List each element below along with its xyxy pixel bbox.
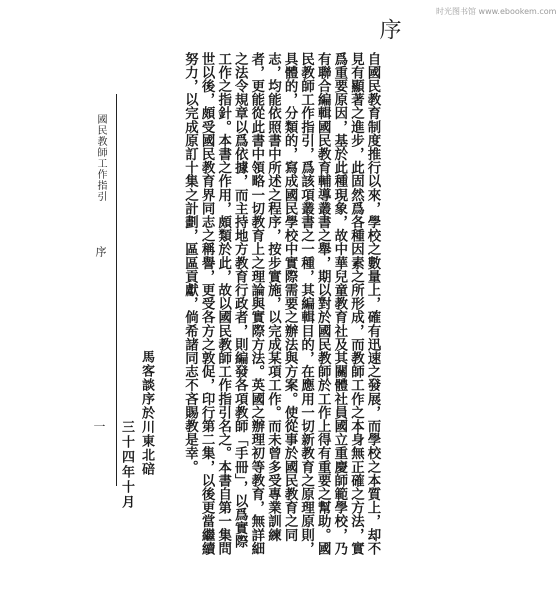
running-book-title: 國民教師工作指引 xyxy=(95,114,106,202)
page-number: 一 xyxy=(92,420,106,432)
running-section-label: 序 xyxy=(94,246,107,257)
preface-date: 三十四年十月 xyxy=(119,420,134,510)
watermark: 时光图书馆 www.ebookem.com xyxy=(436,7,556,16)
preface-body-text: 自國民教育制度推行以來，學校之數量上，確有迅速之發展，而學校之本質上，却不見有顯著之進步，此固然爲各種因素之所形成，而教師工作之本身無正確之方法，實爲重要原因，基於此種現象，故中華兒童教育社及其關體社員國立重慶師範學校，乃有聯合編輯國民教育輔導叢書之舉，期以對於國民教師於工作上得有重要之幫助。國民教師工作指引，爲該項叢書之一種，其編輯目的，在應用一切新教育之原理原則，具體的，分類的，寫成國民學校中實際需要之辦法與方案。使從事於國民教育之同志，均能依照書中所述之程序，按步實施，以完成某項工作。而未曾多受專業訓練者，更能從此書中領略一切教育上之理論與實際方法。英國之辦理初等教育，無詳細之法令規章以爲依據，而主持地方教育行政者，則編發各項教師「手冊」，以爲實際工作之指針。本書之作用，頗類於此，故以國民教師工作指引名之。本書自第一集問世以後，頗受國民教育界同志之稱譽，更受各方之敦促，印行第二集，以後更當繼續努力，以完成原訂十集之計劃，區區貢獻，倘希諸同志不吝賜教是幸。 xyxy=(182,52,381,556)
margin-divider xyxy=(116,94,117,486)
author-signature: 馬客談序於川東北碚 xyxy=(139,350,154,476)
preface-title: 序 xyxy=(376,18,401,40)
